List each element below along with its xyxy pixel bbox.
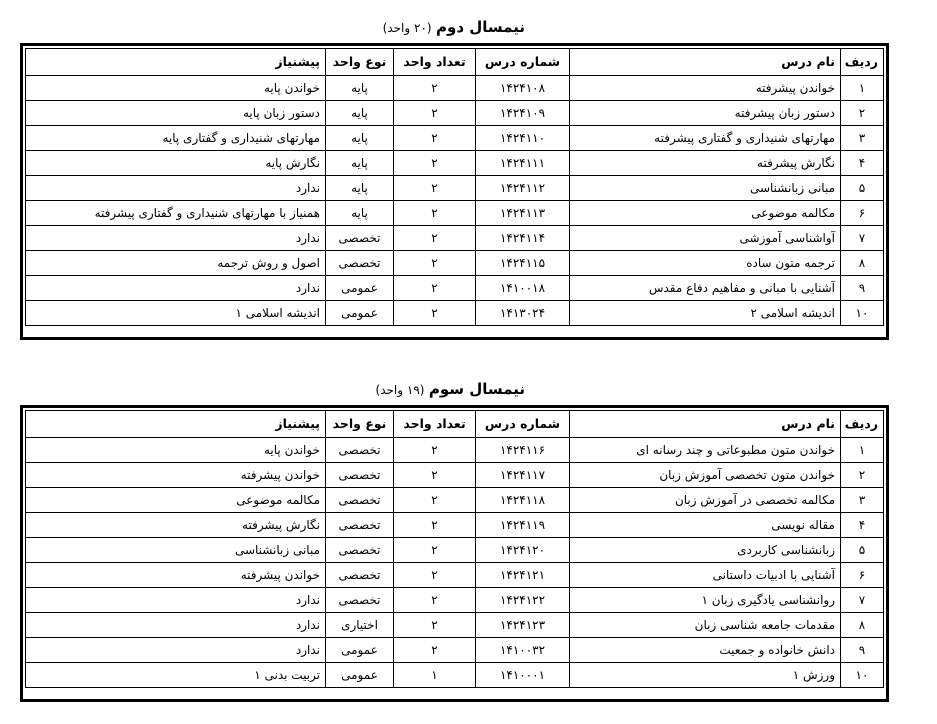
unit-type-cell: تخصصی <box>326 226 394 251</box>
course-code-cell: ۱۴۲۴۱۱۱ <box>476 151 570 176</box>
prerequisite-cell: ندارد <box>26 613 326 638</box>
unit-count-cell: ۲ <box>394 613 476 638</box>
course-name-cell: زبانشناسی کاربردی <box>570 538 841 563</box>
unit-type-cell: تخصصی <box>326 563 394 588</box>
course-name-cell: ورزش ۱ <box>570 663 841 688</box>
semester-3-title <box>376 379 525 400</box>
row-number-cell: ۴ <box>841 151 884 176</box>
unit-count-cell: ۲ <box>394 151 476 176</box>
header-prerequisite: پیشنیاز <box>26 49 326 76</box>
course-code-cell: ۱۴۲۴۱۲۲ <box>476 588 570 613</box>
table-row <box>26 438 884 463</box>
prerequisite-cell: ندارد <box>26 176 326 201</box>
course-name-cell: خواندن متون مطبوعاتی و چند رسانه ای <box>570 438 841 463</box>
course-code-cell: ۱۴۲۴۱۰۸ <box>476 76 570 101</box>
unit-type-cell: پایه <box>326 76 394 101</box>
prerequisite-cell: همنیاز با مهارتهای شنیداری و گفتاری پیشرفته <box>26 201 326 226</box>
table-row <box>26 201 884 226</box>
semester-3-rows <box>26 438 884 688</box>
course-name-cell: دانش خانواده و جمعیت <box>570 638 841 663</box>
table-header-row <box>26 411 884 438</box>
unit-count-cell: ۲ <box>394 251 476 276</box>
row-number-cell: ۷ <box>841 588 884 613</box>
unit-type-cell: تخصصی <box>326 463 394 488</box>
unit-type-cell: تخصصی <box>326 588 394 613</box>
prerequisite-cell: ندارد <box>26 226 326 251</box>
unit-type-cell: پایه <box>326 151 394 176</box>
course-code-cell: ۱۴۲۴۱۱۵ <box>476 251 570 276</box>
course-code-cell: ۱۴۲۴۱۱۶ <box>476 438 570 463</box>
course-code-cell: ۱۴۱۳۰۲۴ <box>476 301 570 326</box>
unit-count-cell: ۲ <box>394 463 476 488</box>
header-course-code: شماره درس <box>476 411 570 438</box>
unit-count-cell: ۲ <box>394 201 476 226</box>
row-number-cell: ۵ <box>841 176 884 201</box>
table-row <box>26 663 884 688</box>
course-name-cell: مکالمه تخصصی در آموزش زبان <box>570 488 841 513</box>
header-unit-type: نوع واحد <box>326 411 394 438</box>
course-code-cell: ۱۴۲۴۱۱۹ <box>476 513 570 538</box>
header-unit-count: تعداد واحد <box>394 411 476 438</box>
unit-count-cell: ۱ <box>394 663 476 688</box>
course-code-cell: ۱۴۲۴۱۰۹ <box>476 101 570 126</box>
unit-type-cell: تخصصی <box>326 488 394 513</box>
course-code-cell: ۱۴۲۴۱۱۸ <box>476 488 570 513</box>
prerequisite-cell: تربیت بدنی ۱ <box>26 663 326 688</box>
prerequisite-cell: ندارد <box>26 588 326 613</box>
semester-2-table <box>25 48 884 326</box>
course-name-cell: مکالمه موضوعی <box>570 201 841 226</box>
course-name-cell: دستور زبان پیشرفته <box>570 101 841 126</box>
unit-type-cell: عمومی <box>326 663 394 688</box>
course-name-cell: نگارش پیشرفته <box>570 151 841 176</box>
table-row <box>26 563 884 588</box>
unit-count-cell: ۲ <box>394 438 476 463</box>
prerequisite-cell: نگارش پایه <box>26 151 326 176</box>
course-name-cell: خواندن متون تخصصی آموزش زبان <box>570 463 841 488</box>
semester-2-rows <box>26 76 884 326</box>
row-number-cell: ۵ <box>841 538 884 563</box>
unit-type-cell: تخصصی <box>326 538 394 563</box>
table-row <box>26 176 884 201</box>
course-name-cell: آشنایی با ادبیات داستانی <box>570 563 841 588</box>
course-name-cell: آواشناسی آموزشی <box>570 226 841 251</box>
prerequisite-cell: ندارد <box>26 276 326 301</box>
unit-type-cell: پایه <box>326 101 394 126</box>
semester-3-table <box>25 410 884 688</box>
course-code-cell: ۱۴۲۴۱۱۴ <box>476 226 570 251</box>
course-code-cell: ۱۴۲۴۱۱۳ <box>476 201 570 226</box>
row-number-cell: ۴ <box>841 513 884 538</box>
unit-count-cell: ۲ <box>394 76 476 101</box>
prerequisite-cell: دستور زبان پایه <box>26 101 326 126</box>
row-number-cell: ۲ <box>841 463 884 488</box>
semester-2-table-frame <box>20 43 889 340</box>
course-name-cell: مقاله نویسی <box>570 513 841 538</box>
course-code-cell: ۱۴۲۴۱۲۳ <box>476 613 570 638</box>
prerequisite-cell: ندارد <box>26 638 326 663</box>
row-number-cell: ۶ <box>841 201 884 226</box>
header-course-name: نام درس <box>570 411 841 438</box>
unit-count-cell: ۲ <box>394 588 476 613</box>
table-header-row <box>26 49 884 76</box>
semester-3-units: (۱۹ واحد) <box>375 383 425 397</box>
table-row <box>26 301 884 326</box>
table-row <box>26 488 884 513</box>
table-row <box>26 226 884 251</box>
semester-3-title-text: نیمسال سوم <box>428 380 525 398</box>
unit-count-cell: ۲ <box>394 538 476 563</box>
row-number-cell: ۹ <box>841 638 884 663</box>
prerequisite-cell: خواندن پیشرفته <box>26 463 326 488</box>
course-name-cell: مبانی زبانشناسی <box>570 176 841 201</box>
semester-2-units: (۲۰ واحد) <box>382 21 432 35</box>
course-code-cell: ۱۴۲۴۱۱۷ <box>476 463 570 488</box>
table-row <box>26 463 884 488</box>
table-row <box>26 538 884 563</box>
row-number-cell: ۱ <box>841 76 884 101</box>
course-code-cell: ۱۴۲۴۱۱۲ <box>476 176 570 201</box>
unit-count-cell: ۲ <box>394 101 476 126</box>
unit-type-cell: پایه <box>326 176 394 201</box>
header-row-number: ردیف <box>841 49 884 76</box>
course-code-cell: ۱۴۲۴۱۱۰ <box>476 126 570 151</box>
prerequisite-cell: اندیشه اسلامی ۱ <box>26 301 326 326</box>
prerequisite-cell: اصول و روش ترجمه <box>26 251 326 276</box>
table-row <box>26 588 884 613</box>
row-number-cell: ۶ <box>841 563 884 588</box>
row-number-cell: ۸ <box>841 251 884 276</box>
unit-count-cell: ۲ <box>394 513 476 538</box>
semester-2-title <box>383 17 525 38</box>
unit-type-cell: تخصصی <box>326 438 394 463</box>
row-number-cell: ۳ <box>841 126 884 151</box>
unit-type-cell: اختیاری <box>326 613 394 638</box>
table-row <box>26 513 884 538</box>
course-name-cell: روانشناسی یادگیری زبان ۱ <box>570 588 841 613</box>
unit-count-cell: ۲ <box>394 276 476 301</box>
course-code-cell: ۱۴۱۰۰۰۱ <box>476 663 570 688</box>
row-number-cell: ۷ <box>841 226 884 251</box>
row-number-cell: ۱۰ <box>841 301 884 326</box>
prerequisite-cell: خواندن پایه <box>26 76 326 101</box>
table-row <box>26 276 884 301</box>
header-course-name: نام درس <box>570 49 841 76</box>
unit-count-cell: ۲ <box>394 126 476 151</box>
course-code-cell: ۱۴۲۴۱۲۰ <box>476 538 570 563</box>
course-name-cell: مهارتهای شنیداری و گفتاری پیشرفته <box>570 126 841 151</box>
unit-type-cell: پایه <box>326 126 394 151</box>
prerequisite-cell: مبانی زبانشناسی <box>26 538 326 563</box>
unit-type-cell: تخصصی <box>326 513 394 538</box>
course-name-cell: آشنایی با مبانی و مفاهیم دفاع مقدس <box>570 276 841 301</box>
header-unit-count: تعداد واحد <box>394 49 476 76</box>
unit-count-cell: ۲ <box>394 301 476 326</box>
unit-count-cell: ۲ <box>394 563 476 588</box>
course-code-cell: ۱۴۱۰۰۳۲ <box>476 638 570 663</box>
unit-count-cell: ۲ <box>394 638 476 663</box>
unit-type-cell: عمومی <box>326 301 394 326</box>
table-row <box>26 76 884 101</box>
row-number-cell: ۹ <box>841 276 884 301</box>
table-row <box>26 613 884 638</box>
prerequisite-cell: مکالمه موضوعی <box>26 488 326 513</box>
course-name-cell: مقدمات جامعه شناسی زبان <box>570 613 841 638</box>
table-row <box>26 151 884 176</box>
course-name-cell: اندیشه اسلامی ۲ <box>570 301 841 326</box>
course-code-cell: ۱۴۲۴۱۲۱ <box>476 563 570 588</box>
prerequisite-cell: خواندن پیشرفته <box>26 563 326 588</box>
unit-count-cell: ۲ <box>394 226 476 251</box>
table-row <box>26 101 884 126</box>
prerequisite-cell: نگارش پیشرفته <box>26 513 326 538</box>
prerequisite-cell: خواندن پایه <box>26 438 326 463</box>
unit-count-cell: ۲ <box>394 176 476 201</box>
course-name-cell: ترجمه متون ساده <box>570 251 841 276</box>
unit-type-cell: عمومی <box>326 638 394 663</box>
unit-count-cell: ۲ <box>394 488 476 513</box>
table-row <box>26 638 884 663</box>
semester-2-title-text: نیمسال دوم <box>436 18 525 36</box>
table-row <box>26 126 884 151</box>
table-row <box>26 251 884 276</box>
header-unit-type: نوع واحد <box>326 49 394 76</box>
row-number-cell: ۸ <box>841 613 884 638</box>
semester-3-table-frame <box>20 405 889 702</box>
header-prerequisite: پیشنیاز <box>26 411 326 438</box>
course-name-cell: خواندن پیشرفته <box>570 76 841 101</box>
course-code-cell: ۱۴۱۰۰۱۸ <box>476 276 570 301</box>
header-row-number: ردیف <box>841 411 884 438</box>
row-number-cell: ۱۰ <box>841 663 884 688</box>
header-course-code: شماره درس <box>476 49 570 76</box>
row-number-cell: ۱ <box>841 438 884 463</box>
row-number-cell: ۳ <box>841 488 884 513</box>
unit-type-cell: پایه <box>326 201 394 226</box>
unit-type-cell: تخصصی <box>326 251 394 276</box>
unit-type-cell: عمومی <box>326 276 394 301</box>
prerequisite-cell: مهارتهای شنیداری و گفتاری پایه <box>26 126 326 151</box>
row-number-cell: ۲ <box>841 101 884 126</box>
